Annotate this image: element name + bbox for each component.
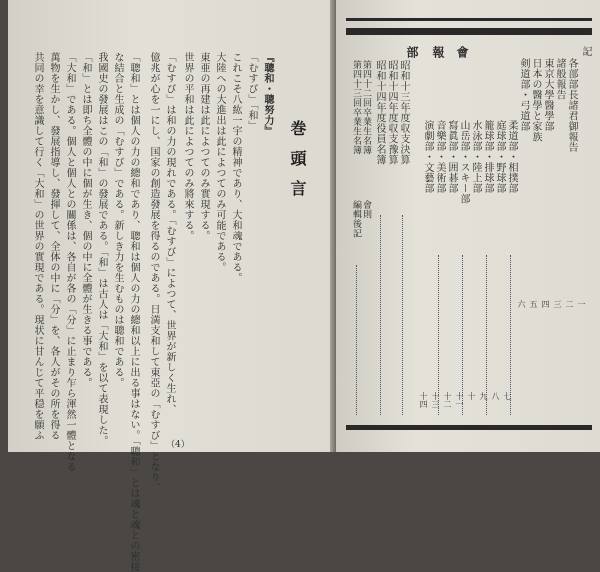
text-column: 「むすび」は和の力の現れである。「むすび」によつて、世界が新しく生れ、 — [164, 52, 175, 415]
text-column: 「和」とは即ち全體の中に個が生き、個の中に全體が生きる事である。 — [80, 52, 91, 388]
toc-page-number: 三 — [553, 300, 562, 308]
toc-page-number: 九 — [479, 392, 488, 400]
toc-page-number: 八 — [491, 392, 500, 400]
text-column: 「聰和」とは個人の力の總和であり、聰和は個人の力の總和以上に出る事はない。「聰和」とは魂と魂との密接 — [128, 52, 139, 572]
text-column: 東亜の再建は此によつてのみ實現する。 — [198, 52, 209, 241]
toc-page-number: 一 — [577, 300, 586, 308]
left-page — [8, 0, 338, 572]
toc-entry: 音樂部・美術部 — [434, 120, 445, 194]
toc-entry: 各部部長諸君御報告 — [566, 58, 577, 153]
toc-page-number: 六 — [517, 300, 526, 308]
toc-page-number: 十一 — [455, 392, 464, 408]
top-rule — [346, 18, 592, 21]
text-column: 共同の幸を意識して行く「大和」の世界の實現である。現状に甘んじて平穏を願ふ — [32, 52, 43, 441]
toc-entry: 庭球部・野球部 — [494, 120, 505, 194]
toc-entry: 水泳部・陸上部 — [470, 120, 481, 194]
toc-page-number: 十二 — [443, 392, 452, 408]
text-column: な結合と生成の「むすび」である。新しき力を生むものは聰和である。 — [112, 52, 123, 388]
toc-heading: 報 — [431, 46, 445, 68]
text-column: 大陸への大進出は此によつてのみ可能である。 — [214, 52, 225, 273]
toc-heading: 部 — [405, 46, 419, 68]
toc-page-number: 十四 — [419, 392, 428, 408]
leader-line — [438, 255, 439, 415]
bottom-band — [346, 425, 592, 430]
toc-page-number: 四 — [541, 300, 550, 308]
leader-line — [402, 215, 403, 415]
text-column: 『聰和・聰努力』 — [262, 52, 273, 136]
toc-entry: 演劇部・文藝部 — [422, 120, 433, 194]
text-column: 萬物を生かし、發展指導し、發揮して、全体の中に「分」を、各人がその所を得る — [48, 52, 59, 441]
toc-entry: 昭和十四年度収支豫算 — [386, 60, 397, 165]
toc-page-number: 十三 — [431, 392, 440, 408]
text-column: 億兆が心を一にし、国家の創造發展を得るのである。日満支和して東亞の「むすび」となり、 — [148, 52, 159, 493]
top-band — [346, 28, 592, 35]
leader-line — [510, 255, 511, 415]
toc-entry: 昭和十四年度役員名簿 — [374, 60, 385, 165]
toc-entry: 剣道部・弓道部 — [518, 58, 529, 132]
toc-entry: 籠球部・排球部 — [482, 120, 493, 194]
toc-entry: 柔道部・相撲部 — [506, 120, 517, 194]
text-column: 「むすび」「和」 — [246, 52, 257, 131]
toc-page-number: 十 — [467, 392, 476, 400]
leader-line — [356, 265, 357, 415]
right-page — [336, 0, 600, 452]
page-title: 巻頭言 — [288, 120, 307, 210]
leader-line — [462, 255, 463, 415]
toc-entry: 記 — [580, 46, 591, 57]
page-number: （4） — [166, 440, 190, 450]
leader-line — [486, 255, 487, 415]
toc-entry: 諸般報告 — [554, 58, 565, 100]
text-column: 「大和」である。個人と個人との關係は、各自が各の「分」に止まり乍ら渾然一體となる — [64, 52, 75, 472]
toc-entry: 日本の醫學と家族 — [530, 58, 541, 142]
toc-entry: 昭和十三年度収支決算 — [398, 60, 409, 165]
toc-page-number: 五 — [529, 300, 538, 308]
toc-entry: 會則 — [361, 200, 371, 219]
toc-entry: 寫眞部・囲碁部 — [446, 120, 457, 194]
toc-entry: 編輯後記 — [351, 200, 361, 238]
leader-line — [380, 215, 381, 415]
toc-entry: 第四十三回卒業生名簿 — [351, 60, 361, 155]
toc-entry: 東京大學醫學部 — [542, 58, 553, 132]
text-column: 我國史の發展はこの「和」の發展である。「和」は古人は「大和」を以て表現した。 — [96, 52, 107, 446]
toc-page-number: 二 — [565, 300, 574, 308]
toc-heading: 會 — [455, 46, 469, 68]
toc-entry: 山岳部・スキー部 — [458, 120, 469, 204]
text-column: これこそ八紘一宇の精神であり、大和魂である。 — [230, 52, 241, 283]
toc-entry: 第四十二回卒業生名簿 — [361, 60, 371, 155]
toc-page-number: 七 — [503, 392, 512, 400]
text-column: 世界の平和は此によつてのみ將來する。 — [182, 52, 193, 241]
